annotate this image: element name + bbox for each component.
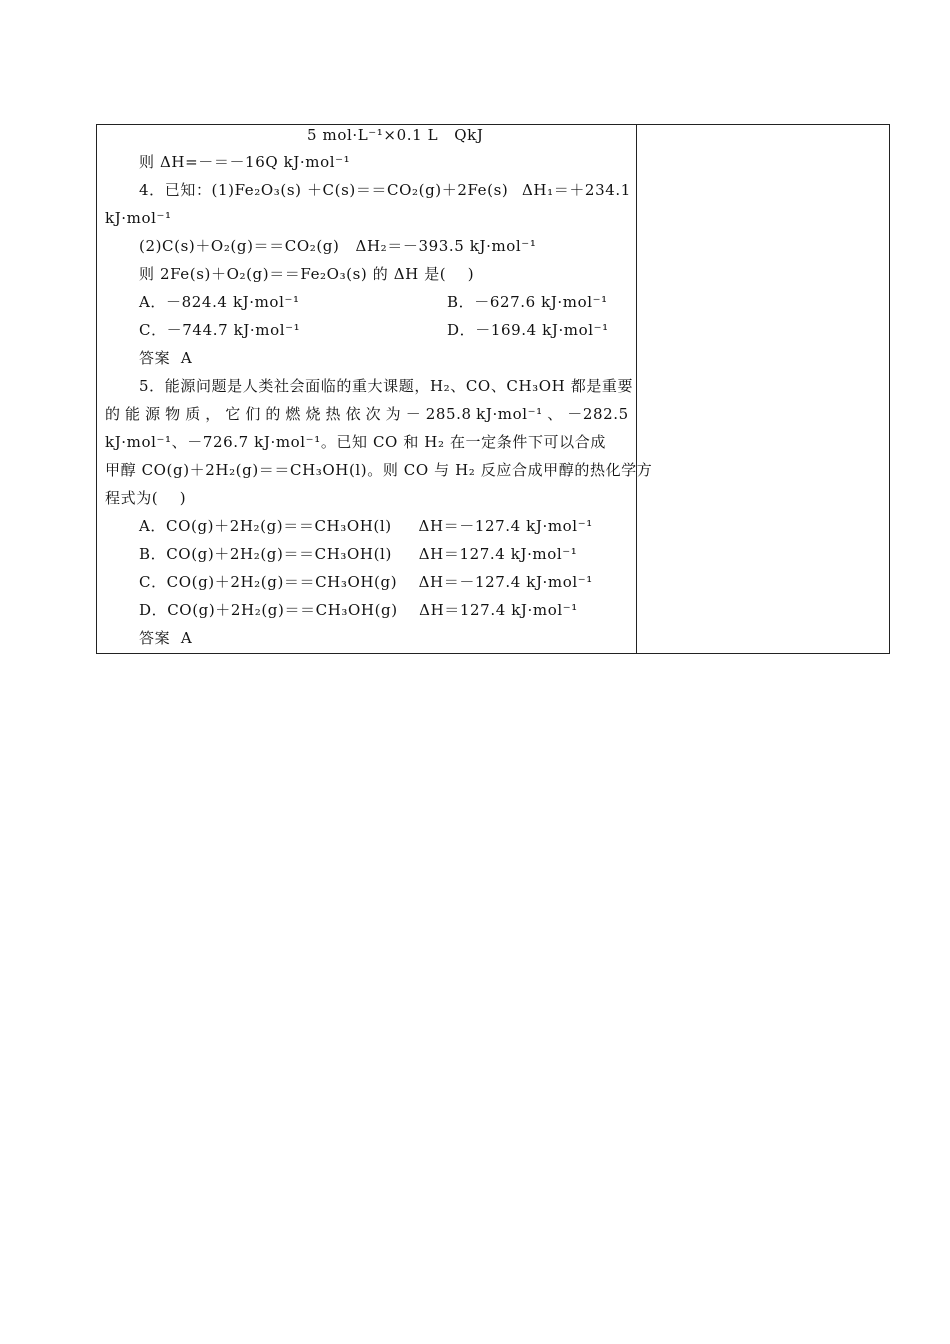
left-cell [97, 125, 653, 653]
q5-stem-2-char: 次 [365, 405, 382, 423]
q5-stem-2 [105, 405, 629, 423]
q4-option-a: A．－824.4 kJ·mol⁻¹ [139, 293, 300, 311]
q5-stem-2-char: 物 [165, 405, 181, 423]
q5-stem-3: kJ·mol⁻¹、－726.7 kJ·mol⁻¹。已知 CO 和 H₂ 在一定条件下可以合成 [105, 433, 606, 451]
q4-option-c: C．－744.7 kJ·mol⁻¹ [139, 321, 301, 339]
column-divider [636, 125, 637, 653]
q5-stem-2-char: 依 [345, 405, 362, 423]
delta-h-result: 则 ΔH=－＝－16Q kJ·mol⁻¹ [139, 153, 351, 171]
q5-option-a: A．CO(g)＋2H₂(g)＝＝CH₃OH(l) ΔH＝－127.4 kJ·mol⁻¹ [139, 517, 593, 535]
q4-option-d: D．－169.4 kJ·mol⁻¹ [447, 321, 609, 339]
q5-answer: 答案 A [139, 629, 193, 647]
q5-stem-2-char: 的 [105, 405, 121, 423]
q5-stem-2-char: 燃 [285, 405, 302, 423]
q5-stem-2-char: －282.5 [567, 405, 629, 423]
q5-option-d: D．CO(g)＋2H₂(g)＝＝CH₃OH(g) ΔH＝127.4 kJ·mol⁻¹ [139, 601, 578, 619]
q5-stem-2-char: 质 [185, 405, 201, 423]
q5-stem-2-char: kJ·mol⁻¹ [476, 405, 543, 423]
q5-stem-5: 程式为( ) [105, 489, 187, 507]
q5-stem-1: 5．能源问题是人类社会面临的重大课题，H₂、CO、CH₃OH 都是重要 [139, 377, 634, 395]
q5-stem-2-char: 、 [547, 405, 563, 423]
q5-stem-2-char: 它 [225, 405, 241, 423]
calc-line: 5 mol·L⁻¹×0.1 L QkJ [307, 126, 484, 144]
q5-option-b: B．CO(g)＋2H₂(g)＝＝CH₃OH(l) ΔH＝127.4 kJ·mol⁻¹ [139, 545, 578, 563]
q4-delta-h1: ΔH₁＝＋234.1 [522, 181, 631, 199]
q5-stem-2-char: 热 [325, 405, 342, 423]
content-table [96, 124, 890, 654]
q5-stem-2-char: 285.8 [425, 405, 472, 423]
q5-option-c: C．CO(g)＋2H₂(g)＝＝CH₃OH(g) ΔH＝－127.4 kJ·mol⁻¹ [139, 573, 593, 591]
q5-stem-2-char: 源 [145, 405, 161, 423]
q4-answer: 答案 A [139, 349, 193, 367]
q5-stem-2-char: 烧 [305, 405, 322, 423]
q5-stem-2-char: 为 [385, 405, 402, 423]
q4-equation-2: (2)C(s)＋O₂(g)＝＝CO₂(g) ΔH₂＝－393.5 kJ·mol⁻¹ [139, 237, 537, 255]
q4-question: 则 2Fe(s)＋O₂(g)＝＝Fe₂O₃(s) 的 ΔH 是( ) [139, 265, 475, 283]
q5-stem-2-char: ， [205, 405, 221, 423]
q5-stem-2-char: 们 [245, 405, 261, 423]
q5-stem-2-char: － [405, 405, 422, 423]
q4-unit: kJ·mol⁻¹ [105, 209, 172, 227]
q4-option-b: B．－627.6 kJ·mol⁻¹ [447, 293, 608, 311]
q5-stem-4: 甲醇 CO(g)＋2H₂(g)＝＝CH₃OH(l)。则 CO 与 H₂ 反应合成甲醇的热化学方 [105, 461, 653, 479]
q4-stem: 4．已知：(1)Fe₂O₃(s) ＋C(s)＝＝CO₂(g)＋2Fe(s) [139, 181, 509, 199]
q5-stem-2-char: 的 [265, 405, 281, 423]
q5-stem-2-char: 能 [125, 405, 141, 423]
